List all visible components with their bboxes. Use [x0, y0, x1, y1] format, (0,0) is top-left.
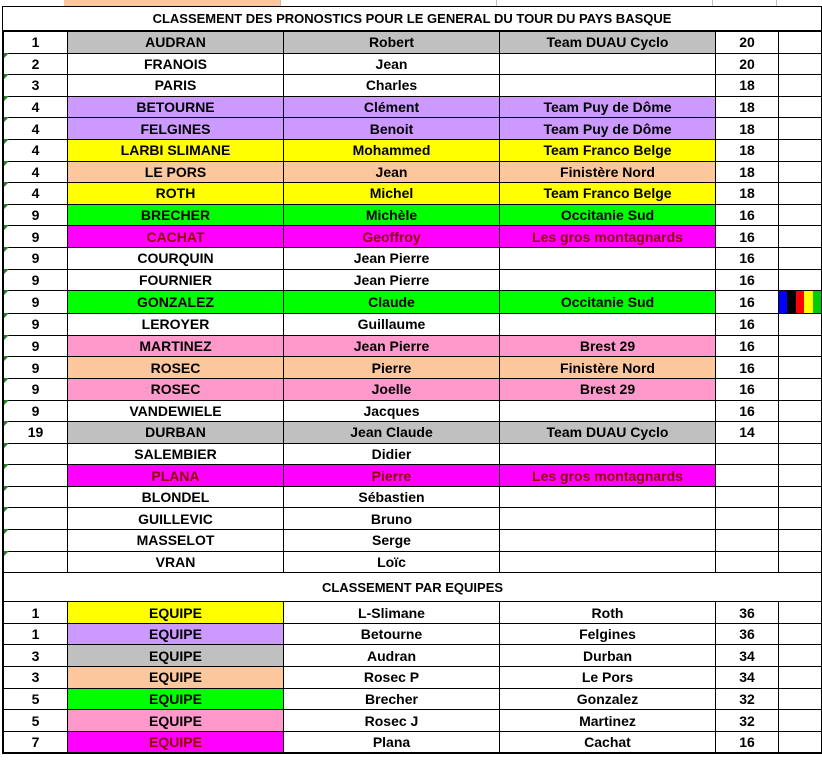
team-rank-cell[interactable]: 1 — [4, 623, 68, 645]
stripe — [796, 291, 804, 313]
points-cell[interactable]: 16 — [716, 335, 779, 357]
rank-cell[interactable]: 9 — [4, 226, 68, 248]
team-label-cell[interactable]: EQUIPE — [68, 667, 284, 689]
cell-indicator-icon — [4, 269, 9, 274]
team-member-cell[interactable]: Gonzalez — [500, 688, 716, 710]
extra-cell[interactable] — [779, 623, 822, 645]
team-ranking — [4, 602, 822, 753]
first-name-cell[interactable]: Serge — [284, 530, 500, 552]
rank-cell[interactable]: 9 — [4, 400, 68, 422]
rank-cell[interactable] — [4, 486, 68, 508]
rank-cell[interactable]: 9 — [4, 204, 68, 226]
rank-cell[interactable]: 9 — [4, 269, 68, 291]
team-rank-cell[interactable]: 3 — [4, 667, 68, 689]
extra-cell[interactable] — [779, 465, 822, 487]
stripe — [779, 291, 787, 313]
rank-cell[interactable]: 9 — [4, 357, 68, 379]
first-name-cell[interactable]: Michèle — [284, 204, 500, 226]
table-row — [4, 551, 822, 573]
extra-cell[interactable] — [779, 710, 822, 732]
team-label-cell[interactable]: EQUIPE — [68, 710, 284, 732]
cell-indicator-icon — [4, 421, 9, 426]
first-name-cell[interactable]: Jacques — [284, 400, 500, 422]
table-row — [4, 96, 822, 118]
cell-indicator-icon — [4, 486, 9, 491]
extra-cell[interactable] — [779, 118, 822, 140]
points-cell[interactable]: 16 — [716, 247, 779, 269]
spreadsheet — [2, 6, 822, 754]
table-row — [4, 118, 822, 140]
table-row — [4, 291, 822, 314]
first-name-cell[interactable]: Jean Pierre — [284, 269, 500, 291]
first-name-cell[interactable]: Bruno — [284, 508, 500, 530]
team-rank-cell[interactable]: 5 — [4, 688, 68, 710]
last-name-cell[interactable]: GUILLEVIC — [68, 508, 284, 530]
first-name-cell[interactable]: Benoit — [284, 118, 500, 140]
cell-indicator-icon — [4, 335, 9, 340]
last-name-cell[interactable]: SALEMBIER — [68, 443, 284, 465]
team-cell[interactable]: Team Puy de Dôme — [500, 118, 716, 140]
cell-indicator-icon — [4, 507, 9, 512]
team-cell[interactable] — [500, 443, 716, 465]
team-label-cell[interactable]: EQUIPE — [68, 602, 284, 624]
table-row — [4, 53, 822, 75]
table-row — [4, 486, 822, 508]
individual-ranking — [4, 32, 822, 573]
team-member-cell[interactable]: Martinez — [500, 710, 716, 732]
last-name-cell[interactable]: MARTINEZ — [68, 335, 284, 357]
rank-cell[interactable]: 9 — [4, 291, 68, 314]
points-cell[interactable] — [716, 465, 779, 487]
team-points-cell[interactable]: 34 — [716, 667, 779, 689]
team-cell[interactable] — [500, 508, 716, 530]
stripe — [813, 291, 821, 313]
team-section-header — [4, 573, 822, 602]
first-name-cell[interactable]: Jean — [284, 53, 500, 75]
extra-cell[interactable] — [779, 443, 822, 465]
last-name-cell[interactable]: FELGINES — [68, 118, 284, 140]
cell-indicator-icon — [4, 53, 9, 58]
table-row — [4, 269, 822, 291]
extra-cell[interactable] — [779, 731, 822, 753]
cell-indicator-icon — [4, 529, 9, 534]
cell-indicator-icon — [4, 139, 9, 144]
rank-cell[interactable]: 4 — [4, 118, 68, 140]
cell-indicator-icon — [4, 443, 9, 448]
first-name-cell[interactable]: Robert — [284, 32, 500, 54]
rank-cell[interactable]: 3 — [4, 75, 68, 97]
extra-cell[interactable] — [779, 508, 822, 530]
last-name-cell[interactable]: BRECHER — [68, 204, 284, 226]
cell-indicator-icon — [4, 356, 9, 361]
cell-indicator-icon — [4, 551, 9, 556]
table-row — [4, 75, 822, 97]
points-cell[interactable]: 18 — [716, 118, 779, 140]
first-name-cell[interactable]: Guillaume — [284, 314, 500, 336]
team-cell[interactable] — [500, 269, 716, 291]
first-name-cell[interactable]: Geoffroy — [284, 226, 500, 248]
points-cell[interactable]: 20 — [716, 53, 779, 75]
cell-indicator-icon — [4, 182, 9, 187]
points-cell[interactable] — [716, 530, 779, 552]
table-row — [4, 335, 822, 357]
table-row — [4, 204, 822, 226]
points-cell[interactable] — [716, 508, 779, 530]
rank-cell[interactable]: 9 — [4, 247, 68, 269]
table-row — [4, 400, 822, 422]
team-points-cell[interactable]: 32 — [716, 688, 779, 710]
points-cell[interactable] — [716, 443, 779, 465]
team-member-cell[interactable]: Rosec P — [284, 667, 500, 689]
last-name-cell[interactable]: LE PORS — [68, 161, 284, 183]
extra-cell[interactable] — [779, 314, 822, 336]
last-name-cell[interactable]: COURQUIN — [68, 247, 284, 269]
table-row — [4, 32, 822, 54]
first-name-cell[interactable]: Didier — [284, 443, 500, 465]
extra-cell[interactable] — [779, 32, 822, 54]
page-title: CLASSEMENT DES PRONOSTICS POUR LE GENERAL DU TOUR DU PAYS BASQUE — [3, 7, 821, 31]
points-cell[interactable]: 16 — [716, 269, 779, 291]
extra-cell[interactable] — [779, 161, 822, 183]
first-name-cell[interactable]: Pierre — [284, 357, 500, 379]
extra-cell[interactable] — [779, 378, 822, 400]
last-name-cell[interactable]: DURBAN — [68, 422, 284, 444]
extra-cell[interactable] — [779, 400, 822, 422]
rank-cell[interactable] — [4, 465, 68, 487]
extra-cell[interactable] — [779, 269, 822, 291]
team-cell[interactable]: Finistère Nord — [500, 357, 716, 379]
table-row — [4, 645, 822, 667]
table-row — [4, 314, 822, 336]
table-row — [4, 508, 822, 530]
last-name-cell[interactable]: VANDEWIELE — [68, 400, 284, 422]
team-member-cell[interactable]: L-Slimane — [284, 602, 500, 624]
table-row — [4, 465, 822, 487]
table-row — [4, 422, 822, 444]
table-row — [4, 443, 822, 465]
table-row — [4, 731, 822, 753]
rank-cell[interactable]: 9 — [4, 378, 68, 400]
team-member-cell[interactable]: Felgines — [500, 623, 716, 645]
points-cell[interactable]: 18 — [716, 161, 779, 183]
team-points-cell[interactable]: 16 — [716, 731, 779, 753]
team-cell[interactable] — [500, 53, 716, 75]
stripe — [804, 291, 812, 313]
extra-cell[interactable] — [779, 530, 822, 552]
first-name-cell[interactable]: Sébastien — [284, 486, 500, 508]
cell-indicator-icon — [4, 313, 9, 318]
first-name-cell[interactable]: Michel — [284, 183, 500, 205]
last-name-cell[interactable]: AUDRAN — [68, 32, 284, 54]
points-cell[interactable]: 18 — [716, 75, 779, 97]
table-row — [4, 139, 822, 161]
team-cell[interactable]: Occitanie Sud — [500, 291, 716, 314]
table-row — [4, 378, 822, 400]
team-label-cell[interactable]: EQUIPE — [68, 645, 284, 667]
team-cell[interactable]: Les gros montagnards — [500, 226, 716, 248]
team-cell[interactable]: Team Franco Belge — [500, 139, 716, 161]
first-name-cell[interactable]: Jean Pierre — [284, 335, 500, 357]
team-cell[interactable]: Team Puy de Dôme — [500, 96, 716, 118]
points-cell[interactable]: 16 — [716, 204, 779, 226]
last-name-cell[interactable]: MASSELOT — [68, 530, 284, 552]
table-row — [4, 530, 822, 552]
team-cell[interactable] — [500, 75, 716, 97]
rank-cell[interactable]: 1 — [4, 32, 68, 54]
team-points-cell[interactable]: 32 — [716, 710, 779, 732]
points-cell[interactable]: 16 — [716, 357, 779, 379]
rank-cell[interactable] — [4, 551, 68, 573]
team-member-cell[interactable]: Audran — [284, 645, 500, 667]
points-cell[interactable] — [716, 486, 779, 508]
table-row — [4, 688, 822, 710]
cell-indicator-icon — [4, 290, 9, 295]
last-name-cell[interactable]: LEROYER — [68, 314, 284, 336]
team-member-cell[interactable]: Durban — [500, 645, 716, 667]
team-points-cell[interactable]: 34 — [716, 645, 779, 667]
points-cell[interactable]: 18 — [716, 183, 779, 205]
rank-cell[interactable] — [4, 508, 68, 530]
extra-cell[interactable] — [779, 667, 822, 689]
first-name-cell[interactable]: Clément — [284, 96, 500, 118]
first-name-cell[interactable]: Jean — [284, 161, 500, 183]
team-points-cell[interactable]: 36 — [716, 602, 779, 624]
table-row — [4, 602, 822, 624]
last-name-cell[interactable]: PARIS — [68, 75, 284, 97]
team-rank-cell[interactable]: 1 — [4, 602, 68, 624]
rank-cell[interactable]: 19 — [4, 422, 68, 444]
points-cell[interactable]: 14 — [716, 422, 779, 444]
team-member-cell[interactable]: Le Pors — [500, 667, 716, 689]
last-name-cell[interactable]: BLONDEL — [68, 486, 284, 508]
points-cell[interactable]: 16 — [716, 378, 779, 400]
team-member-cell[interactable]: Plana — [284, 731, 500, 753]
team-member-cell[interactable]: Betourne — [284, 623, 500, 645]
points-cell[interactable] — [716, 551, 779, 573]
last-name-cell[interactable]: ROSEC — [68, 378, 284, 400]
last-name-cell[interactable]: ROTH — [68, 183, 284, 205]
first-name-cell[interactable]: Jean Pierre — [284, 247, 500, 269]
ranking-table — [3, 31, 822, 753]
team-cell[interactable] — [500, 551, 716, 573]
table-row — [4, 357, 822, 379]
points-cell[interactable]: 16 — [716, 400, 779, 422]
team-cell[interactable]: Brest 29 — [500, 335, 716, 357]
cell-indicator-icon — [4, 247, 9, 252]
extra-cell[interactable] — [779, 422, 822, 444]
extra-cell[interactable] — [779, 602, 822, 624]
extra-cell[interactable] — [779, 688, 822, 710]
first-name-cell[interactable]: Jean Claude — [284, 422, 500, 444]
last-name-cell[interactable]: CACHAT — [68, 226, 284, 248]
extra-cell[interactable] — [779, 75, 822, 97]
rank-cell[interactable]: 4 — [4, 139, 68, 161]
table-row — [4, 247, 822, 269]
points-cell[interactable]: 18 — [716, 96, 779, 118]
table-row — [4, 623, 822, 645]
cell-indicator-icon — [4, 74, 9, 79]
last-name-cell[interactable]: BETOURNE — [68, 96, 284, 118]
extra-cell[interactable] — [779, 53, 822, 75]
champion-stripes-icon — [779, 291, 821, 313]
cell-indicator-icon — [4, 225, 9, 230]
points-cell[interactable]: 16 — [716, 291, 779, 314]
first-name-cell[interactable]: Joelle — [284, 378, 500, 400]
cell-indicator-icon — [4, 117, 9, 122]
first-name-cell[interactable]: Pierre — [284, 465, 500, 487]
last-name-cell[interactable]: VRAN — [68, 551, 284, 573]
rank-cell[interactable]: 9 — [4, 335, 68, 357]
cell-indicator-icon — [4, 378, 9, 383]
team-cell[interactable]: Finistère Nord — [500, 161, 716, 183]
stripe — [787, 291, 795, 313]
extra-cell[interactable] — [779, 204, 822, 226]
first-name-cell[interactable]: Claude — [284, 291, 500, 314]
extra-cell[interactable] — [779, 226, 822, 248]
rank-cell[interactable]: 4 — [4, 183, 68, 205]
team-label-cell[interactable]: EQUIPE — [68, 623, 284, 645]
team-points-cell[interactable]: 36 — [716, 623, 779, 645]
table-row — [4, 183, 822, 205]
first-name-cell[interactable]: Mohammed — [284, 139, 500, 161]
rank-cell[interactable]: 4 — [4, 161, 68, 183]
team-cell[interactable]: Occitanie Sud — [500, 204, 716, 226]
last-name-cell[interactable]: PLANA — [68, 465, 284, 487]
table-row — [4, 710, 822, 732]
extra-cell[interactable] — [779, 96, 822, 118]
points-cell[interactable]: 20 — [716, 32, 779, 54]
extra-cell[interactable] — [779, 139, 822, 161]
team-cell[interactable]: Team Franco Belge — [500, 183, 716, 205]
extra-cell[interactable] — [779, 183, 822, 205]
table-row — [4, 161, 822, 183]
cell-indicator-icon — [4, 400, 9, 405]
team-cell[interactable]: Brest 29 — [500, 378, 716, 400]
rank-cell[interactable]: 4 — [4, 96, 68, 118]
rank-cell[interactable]: 2 — [4, 53, 68, 75]
team-cell[interactable] — [500, 400, 716, 422]
team-rank-cell[interactable]: 5 — [4, 710, 68, 732]
team-cell[interactable] — [500, 530, 716, 552]
first-name-cell[interactable]: Loïc — [284, 551, 500, 573]
points-cell[interactable]: 18 — [716, 139, 779, 161]
team-cell[interactable] — [500, 247, 716, 269]
last-name-cell[interactable]: ROSEC — [68, 357, 284, 379]
extra-cell[interactable] — [779, 551, 822, 573]
extra-cell[interactable] — [779, 645, 822, 667]
rank-cell[interactable] — [4, 443, 68, 465]
team-cell[interactable]: Team DUAU Cyclo — [500, 32, 716, 54]
cell-indicator-icon — [4, 464, 9, 469]
table-row — [4, 667, 822, 689]
cell-indicator-icon — [4, 161, 9, 166]
cell-indicator-icon — [4, 96, 9, 101]
extra-cell[interactable] — [779, 247, 822, 269]
points-cell[interactable]: 16 — [716, 314, 779, 336]
team-label-cell[interactable]: EQUIPE — [68, 731, 284, 753]
team-cell[interactable] — [500, 486, 716, 508]
team-member-cell[interactable]: Roth — [500, 602, 716, 624]
last-name-cell[interactable]: FOURNIER — [68, 269, 284, 291]
team-cell[interactable] — [500, 314, 716, 336]
team-cell[interactable]: Team DUAU Cyclo — [500, 422, 716, 444]
first-name-cell[interactable]: Charles — [284, 75, 500, 97]
last-name-cell[interactable]: LARBI SLIMANE — [68, 139, 284, 161]
table-row — [4, 226, 822, 248]
extra-cell[interactable] — [779, 486, 822, 508]
cell-indicator-icon — [4, 204, 9, 209]
extra-cell[interactable] — [779, 357, 822, 379]
team-label-cell[interactable]: EQUIPE — [68, 688, 284, 710]
extra-cell[interactable] — [779, 335, 822, 357]
extra-cell[interactable] — [779, 291, 822, 314]
last-name-cell[interactable]: GONZALEZ — [68, 291, 284, 314]
last-name-cell[interactable]: FRANOIS — [68, 53, 284, 75]
points-cell[interactable]: 16 — [716, 226, 779, 248]
team-rank-cell[interactable]: 7 — [4, 731, 68, 753]
team-rank-cell[interactable]: 3 — [4, 645, 68, 667]
team-member-cell[interactable]: Rosec J — [284, 710, 500, 732]
rank-cell[interactable] — [4, 530, 68, 552]
rank-cell[interactable]: 9 — [4, 314, 68, 336]
team-cell[interactable]: Les gros montagnards — [500, 465, 716, 487]
team-member-cell[interactable]: Cachat — [500, 731, 716, 753]
team-section-title: CLASSEMENT PAR EQUIPES — [4, 573, 822, 602]
team-member-cell[interactable]: Brecher — [284, 688, 500, 710]
